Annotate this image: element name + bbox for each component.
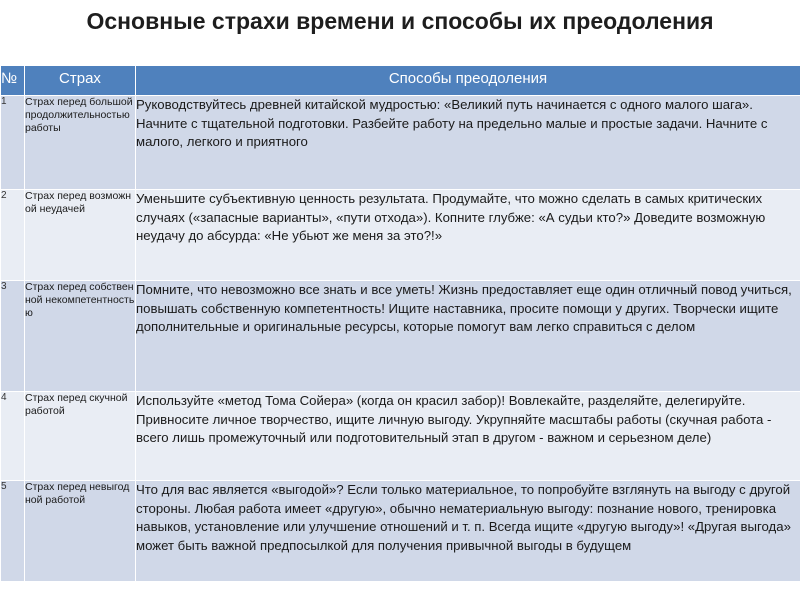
- row-ways: Используйте «метод Тома Сойера» (когда он красил забор)! Вовлекайте, разделяйте, делегируйте. Привносите личное творчество, ищите личную выгоду. Укрупняйте масштабы работы (скучная работа - всего лишь промежуточный или подготовительный этап в другом - важном и серьезном деле): [136, 392, 800, 481]
- row-fear: Страх перед собственной некомпетентностью: [25, 281, 136, 392]
- row-ways: Помните, что невозможно все знать и все уметь! Жизнь предоставляет еще один отличный повод учиться, повышать собственную компетентность! Ищите наставника, просите помощи у других. Творчески ищите дополнительные и оригинальные ресурсы, которые помогут вам легко справиться с делом: [136, 281, 800, 392]
- table-header-row: [1, 66, 800, 96]
- table-row: [1, 281, 800, 392]
- row-fear: Страх перед невыгодной работой: [25, 481, 136, 582]
- row-number: 4: [1, 392, 25, 481]
- row-fear: Страх перед скучной работой: [25, 392, 136, 481]
- header-number: №: [1, 66, 25, 96]
- row-number: 5: [1, 481, 25, 582]
- row-number: 3: [1, 281, 25, 392]
- row-number: 2: [1, 190, 25, 281]
- header-fear: Страх: [25, 66, 136, 96]
- row-ways: Руководствуйтесь древней китайской мудростью: «Великий путь начинается с одного малого шага». Начните с тщательной подготовки. Разбейте работу на предельно малые и простые задачи. Начните с малого, легкого и приятного: [136, 96, 800, 190]
- table-row: [1, 481, 800, 582]
- row-ways: Что для вас является «выгодой»? Если только материальное, то попробуйте взглянуть на выгоду с другой стороны. Любая работа имеет «другую», обычно нематериальную выгоду: познание нового, тренировка навыков, установление или улучшение отношений и т. п. Всегда ищите «другую выгоду»! «Другая выгода» может быть важной предпосылкой для получения привычной выгоды в будущем: [136, 481, 800, 582]
- table-row: [1, 190, 800, 281]
- fears-table: [0, 65, 800, 582]
- row-fear: Страх перед возможной неудачей: [25, 190, 136, 281]
- page-title: Основные страхи времени и способы их преодоления: [86, 8, 714, 34]
- row-number: 1: [1, 96, 25, 190]
- row-ways: Уменьшите субъективную ценность результата. Продумайте, что можно сделать в самых критических случаях («запасные варианты», «пути отхода»). Копните глубже: «А судьи кто?» Доведите возможную неудачу до абсурда: «Не убьют же меня за это?!»: [136, 190, 800, 281]
- header-ways: Способы преодоления: [136, 66, 800, 96]
- row-fear: Страх перед большой продолжительностью работы: [25, 96, 136, 190]
- table-row: [1, 96, 800, 190]
- table-row: [1, 392, 800, 481]
